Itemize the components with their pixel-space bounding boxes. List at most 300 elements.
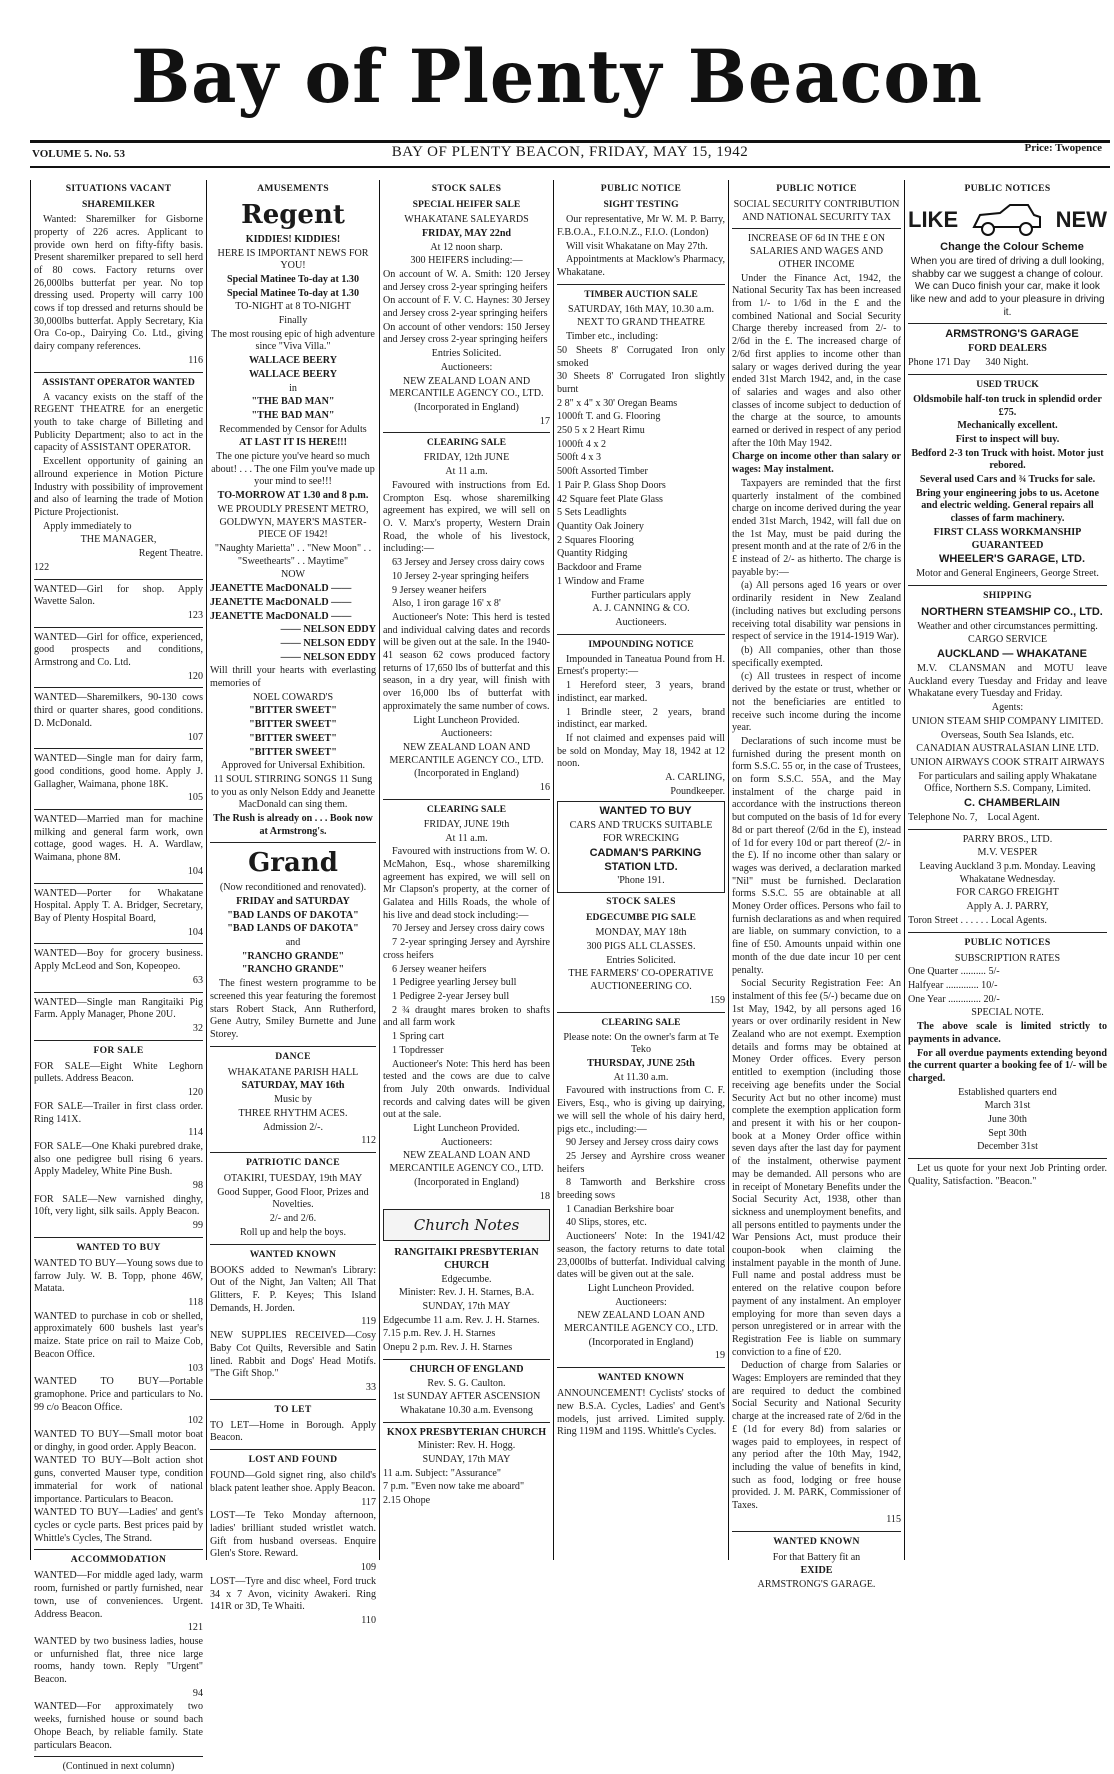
classified-ad: FOR SALE—Eight White Leghorn pullets. Address Beacon. [34,1060,203,1085]
issue-rule [30,166,1110,168]
ad-text: "RANCHO GRANDE" [241,964,345,976]
ad-text: Will thrill your hearts with everlasting memories of [210,665,376,690]
ad-text: At 11 a.m. [445,832,488,844]
ad-heading: Change the Colour Scheme [940,241,1084,254]
ad-text: Also, 1 iron garage 16' x 8' [392,598,501,610]
ad-text: UNION AIRWAYS COOK STRAIT AIRWAYS [910,756,1105,768]
rate-value: 5/- [988,966,1000,978]
ad-text: WE PROUDLY PRESENT METRO, GOLDWYN, MAYER'S MASTER-PIECE OF 1942! [217,503,369,541]
ad-heading: CLEARING SALE [601,1016,681,1028]
phone-day: Phone 171 Day [908,357,971,369]
ad-text: 7 p.m. "Even now take me aboard" [383,1481,525,1493]
ad-text: Auctioneers: [440,1136,493,1148]
ad-text: CARGO SERVICE [967,634,1048,646]
ad-text: NEW ZEALAND LOAN AND MERCANTILE AGENCY CO., LTD. [389,741,544,766]
ad-number: 17 [539,415,550,427]
ad-text: For particulars and sailing apply Whakatane Office, Northern S.S. Company, Limited. [918,770,1097,795]
ad-text: Bring your engineering jobs to us. Acetone and electric welding. General repairs all classes of farm machinery. [916,487,1099,525]
list-item: March 31st [984,1100,1031,1112]
ad-heading: WHEELER'S GARAGE, LTD. [938,553,1086,566]
notice-text: (c) All trustees in respect of income derived by the estate or trust, whether or not the beneficiaries are entitled to receive such income during the income year. [732,671,901,734]
ad-heading: CLEARING SALE [426,437,507,449]
ad-text: CARS AND TRUCKS SUITABLE FOR WRECKING [569,820,713,844]
ad-text: Auctioneers: [440,728,493,740]
ad-text: TO-NIGHT at 8 TO-NIGHT [235,301,351,313]
classified-ad: WANTED—Married man for machine milking and general farm work, own cottage, good wages. H. A. Wardlaw, Waimana, phone 8M. [34,814,203,864]
local-agent: Local Agent. [987,811,1040,823]
classified-ad: ANNOUNCEMENT! Cyclists' stocks of new B.S.A. Cycles, Ladies' and Gent's models, just arrived. Limited supply. Ring 119M and 119S. Whittle's Cycles. [557,1388,725,1438]
ad-text: At 11 a.m. [445,466,488,478]
list-item: 5 Sets Leadlights [557,507,627,519]
ad-text: The finest western programme to be screened this year featuring the foremost stars Robert Stack, Ann Rutherford, Gene Autry, Smiley Burnette and June Storey. [210,978,376,1040]
church-name: CHURCH OF ENGLAND [409,1363,524,1375]
classified-ad: NEW SUPPLIES RECEIVED—Cosy Baby Cot Quilts, Reversible and Satin lined. Rabbit and Dogs' Head Motifs. "The Gift Shop." [210,1330,376,1380]
column-4 [553,180,728,1560]
ad-text: ARMSTRONG'S GARAGE. [757,1578,876,1590]
ad-text: Light Luncheon Provided. [413,1123,520,1135]
ad-text: 1 Brindle steer, 2 years, brand indistinct, ear marked. [557,706,725,731]
ad-number: 98 [192,1180,203,1192]
column-2 [206,180,379,1626]
ad-text: SPECIAL NOTE. [971,1007,1044,1019]
ad-heading: TIMBER AUCTION SALE [584,288,698,300]
ad-text: —— NELSON EDDY [280,624,376,636]
classified-ad: WANTED—Sharemilkers, 90-130 cows third or quarter shares, good conditions. D. McDonald. [34,692,203,729]
ad-number: 121 [187,1622,203,1634]
ad-text: UNION STEAM SHIP COMPANY LIMITED. [911,715,1104,727]
classified-ad: FOUND—Gold signet ring, also child's black patent leather shoe. Apply Beacon. [210,1470,376,1494]
ad-number: 116 [188,354,203,366]
ad-number: 104 [187,926,203,938]
ad-text: Timber etc., including: [566,331,659,343]
volume-number: VOLUME 5. No. 53 [32,148,125,160]
list-item: 1 Pair P. Glass Shop Doors [557,479,666,491]
ad-text: Whakatane 10.30 a.m. Evensong [400,1404,533,1416]
ad-text: Good Supper, Good Floor, Prizes and Novelties. [217,1186,369,1211]
ad-text: 1 Pedigree yearling Jersey bull [392,977,517,989]
ad-heading: SHAREMILKER [81,199,156,211]
masthead-title: Bay of Plenty Beacon [130,32,984,121]
ad-text: 9 Jersey weaner heifers [392,584,487,596]
ad-text: If not claimed and expenses paid will be sold on Monday, May 18, 1942 at 12 noon. [557,732,725,770]
ad-text: Recommended by Censor for Adults [219,423,367,435]
section-heading: STOCK SALES [431,183,502,194]
list-item: 42 Square feet Plate Glass [557,493,663,505]
ad-heading: WANTED TO BUY [599,805,692,818]
ad-text: NOEL COWARD'S [252,691,334,703]
ad-text: Please note: On the owner's farm at Te Teko [563,1031,719,1056]
ad-number: 94 [192,1687,203,1699]
ad-text: Special Matinee To-day at 1.30 [226,287,360,299]
classified-ad: FOR SALE—New varnished dinghy, 10ft, very light, silk sails. Apply Beacon. [34,1193,203,1218]
classified-ad: WANTED to purchase in cob or shelled, approximately 600 bushels last year's maize. State price on rail to Maize Cob, Beacon Office. [34,1310,203,1360]
ad-text: Established quarters end [958,1086,1057,1098]
section-heading: FOR SALE [93,1044,144,1056]
ad-number: 159 [709,994,725,1006]
ad-text: 63 Jersey and Jersey cross dairy cows [392,557,545,569]
ad-number: 119 [361,1316,376,1328]
classified-ad: WANTED by two business ladies, house or unfurnished flat, three nice large rooms, handy town. Reply "Urgent" Beacon. [34,1635,203,1686]
rate-value: 20/- [983,993,1000,1005]
regent-logo: Regent [241,200,345,231]
notice-text: Social Security Registration Fee: An instalment of this fee (5/-) became due on 1st May, 1942, by all persons aged 16 years or over ordinarily resident in New Zealand who are not exempt. Exemption details and forms may be obtained at Money Order offices. Every person entitled to exemption (including those receiving age benefits under the Social Security Act but no other income) must complete the exemption application form and present it with his or her coupon-book at a Money Order office within seven days after the last day for payment of the instalment, otherwise payment may be demanded. All persons who are in receipt of Monetary Benefits under the Social Security Act, 1938, other than sickness and unemployment benefits, and all persons entitled to payments under the War Pensions Act, must produce their coupon-book when claiming the instalment payable in the month of June. Full name and postal address must be entered on the relative coupon before payment of any instalment. An employer employing for more than seven days a person unregistered or in arrear with the Registration Fee is liable on summary conviction to a fine of £20. [732,978,901,1358]
ad-number: 33 [365,1381,376,1393]
ad-text: Edgecumbe. [441,1273,492,1285]
ad-text: (Incorporated in England) [414,1176,519,1188]
ad-text: JEANETTE MacDONALD —— [210,583,352,595]
ad-text: The one picture you've heard so much about! . . . The one Film you've made up your mind to see!!! [211,451,375,488]
ad-text: SUNDAY, 17th MAY [422,1454,511,1466]
ad-text: FORD DEALERS [968,343,1047,355]
classified-ad: WANTED—Single man Rangitaiki Pig Farm. Apply Manager, Phone 20U. [34,996,203,1021]
ad-number: 123 [187,609,203,621]
ad-text: Bedford 2-3 ton Truck with hoist. Motor just rebored. [911,447,1104,472]
ad-text: NEXT TO GRAND THEATRE [577,317,705,329]
ad-text: FRIDAY, MAY 22nd [421,227,512,239]
ad-text: Overseas, South Sea Islands, etc. [940,729,1075,741]
ad-number: 32 [192,1022,203,1034]
ad-text: TO-MORROW AT 1.30 and 8 p.m. [217,490,369,502]
ad-text: On account of F. V. C. Haynes: 30 Jersey and Jersey cross 2-year springing heifers [383,295,550,320]
section-heading: DANCE [275,1050,311,1062]
ad-text: (Incorporated in England) [588,1336,694,1348]
notice-text: Charge on income other than salary or wages: May instalment. [732,451,901,476]
ad-heading: CADMAN'S PARKING STATION LTD. [589,846,702,873]
ad-text: 'Phone 191. [617,875,665,887]
ad-text: 300 PIGS ALL CLASSES. [586,940,696,952]
ad-text: Entries Solicited. [431,348,502,360]
ad-text: For that Battery fit an [772,1551,861,1563]
ad-text: OTAKIRI, TUESDAY, 19th MAY [223,1173,363,1185]
ad-number: 118 [188,1297,203,1309]
classified-ad: WANTED—Porter for Whakatane Hospital. Apply T. A. Bridger, Secretary, Bay of Plenty Hospital Board, [34,887,203,924]
ad-text: On account of other vendors: 150 Jersey and Jersey cross 2-year springing heifers [383,321,550,346]
ad-number: 103 [187,1362,203,1374]
ad-text: A vacancy exists on the staff of the REGENT THEATRE for an energetic youth to take charge of Billeting and Publicity Department; also to act in the capacity of ASSISTANT OPERATOR. [34,391,203,454]
section-heading: PUBLIC NOTICES [964,183,1051,194]
ad-number: 63 [192,974,203,986]
ad-text: 10 Jersey 2-year springing heifers [392,570,529,582]
ad-heading: CLEARING SALE [426,803,507,815]
ad-text: M.V. CLANSMAN and MOTU leave Auckland every Tuesday and Friday and leave Whakatane every Tuesday and Friday. [908,663,1107,700]
ad-text: "BITTER SWEET" [249,719,337,731]
ad-text: NEW ZEALAND LOAN AND MERCANTILE AGENCY CO., LTD. [389,375,544,400]
section-heading: WANTED TO BUY [76,1241,161,1253]
ad-heading: NORTHERN STEAMSHIP CO., LTD. [921,605,1103,618]
ad-text: FRIDAY, JUNE 19th [423,818,510,830]
notice-subtitle: INCREASE OF 6d IN THE £ ON SALARIES AND WAGES AND OTHER INCOME [747,233,886,270]
ad-text: Auctioneers' Note: In the 1941/42 season, the factory returns to date total 23,000lbs of butterfat. Individual calving dates will be given out at the sale. [557,1231,725,1281]
section-heading: PUBLIC NOTICE [600,183,682,194]
column-5 [728,180,904,1590]
list-item: December 31st [977,1141,1038,1153]
ad-number: 107 [187,731,203,743]
ad-number: 109 [360,1562,376,1574]
list-item: 2 8" x 4" x 30' Oregan Beams [557,397,678,409]
ad-text: Will visit Whakatane on May 27th. [566,240,708,252]
ad-text: HERE IS IMPORTANT NEWS FOR YOU! [217,247,369,272]
ad-heading: ARMSTRONG'S GARAGE [945,328,1079,341]
ad-number: 104 [187,865,203,877]
ad-text: Rev. S. G. Caulton. [427,1377,506,1389]
ad-text: 11 SOUL STIRRING SONGS 11 Sung to you as only Nelson Eddy and Jeanette MacDonald can sing them. [211,773,375,811]
ad-text: Several used Cars and ¾ Trucks for sale. [919,474,1096,486]
rate-label: Halfyear ............. [908,980,979,991]
ad-text: Favoured with instructions from Ed. Crompton Esq. whose sharemilking agreement has expired, we will sell on O. V. Marx's property, Western Drain Road, the whole of his livestock, including:— [383,479,550,555]
column-6 [904,180,1110,1560]
classified-ad: WANTED—For approximately two weeks, furnished house or sound bach Ohope Beach, by reliable family. State particulars Beacon. [34,1701,203,1751]
ad-text: Apply A. J. PARRY, [966,901,1049,913]
rate-label: One Year ............. [908,993,981,1005]
ad-text: Auctioneer's Note: This herd is tested and individual calving dates and records will be given out at the sale. In the 1940-41 season 62 cows produced factory returns of 17,650 lbs of butterfat and this season, in a dry year, will finish with over 16,000 lbs of butterfat with approximately the same number of cows. [383,611,550,712]
classified-ad: WANTED TO BUY—Portable gramophone. Price and particulars to No. 99 c/o Beacon Office. [34,1376,203,1413]
list-item: Quantity Oak Joinery [557,521,644,532]
ad-text: (Now reconditioned and renovated). [219,882,367,894]
classified-ad: WANTED TO BUY—Young sows due to farrow July. W. B. Topp, phone 46W, Matata. [34,1257,203,1295]
ad-text: "Naughty Marietta" . . "New Moon" . . "Sweethearts" . . Maytime" [214,543,372,567]
section-heading: AMUSEMENTS [257,183,329,194]
ad-number: 120 [187,1087,203,1099]
ad-heading: C. CHAMBERLAIN [964,797,1060,810]
section-heading: WANTED KNOWN [773,1535,860,1547]
telephone: Telephone No. 7, [908,811,978,823]
ad-number: 120 [187,670,203,682]
ad-text: 1 Topdresser [392,1044,444,1056]
ad-text: Admission 2/-. [262,1121,323,1133]
ad-text: NEW ZEALAND LOAN AND MERCANTILE AGENCY CO., LTD. [563,1310,719,1335]
list-item: June 30th [988,1114,1027,1126]
ad-text: SATURDAY, MAY 16th [241,1080,345,1092]
section-heading: WANTED KNOWN [249,1248,337,1260]
ad-text: Music by [274,1094,312,1106]
ad-text: JEANETTE MacDONALD —— [210,596,352,608]
ad-text: WHAKATANE PARISH HALL [227,1066,359,1078]
ad-text: Oldsmobile half-ton truck in splendid order £75. [913,393,1102,418]
ad-text: Minister: Rev. H. Hogg. [417,1440,516,1452]
list-item: 500ft Assorted Timber [557,466,648,478]
ad-text: Edgecumbe 11 a.m. Rev. J. H. Starnes. [383,1314,540,1326]
ad-text: At 12 noon sharp. [430,241,503,253]
list-item: 250 5 x 2 Heart Rimu [557,425,645,437]
ad-text: "BITTER SWEET" [249,746,337,758]
ad-heading: USED TRUCK [976,378,1039,390]
car-icon [970,201,1044,239]
list-item: 2 Squares Flooring [557,534,634,546]
ad-text [908,812,1107,825]
ad-text: —— NELSON EDDY [280,651,376,663]
ad-text: Light Luncheon Provided. [587,1282,695,1294]
ad-text: Favoured with instructions from C. F. Eivers, Esq., who is giving up dairying, we will sell the whole of his dairy herd, pigs etc., including:— [557,1085,725,1135]
ad-text: "THE BAD MAN" [251,396,335,408]
classified-ad: BOOKS added to Newman's Library: Out of the Night, Jan Valten; All That Glitters, F. P. Keyes; This Island Demands, H. Jorden. [210,1264,376,1314]
ad-text: When you are tired of driving a dull looking, shabby car we suggest a change of colour. We can Duco finish your car, make it look like new and add to your pleasure in driving it. [910,255,1105,318]
ad-text: A. CARLING, [665,772,725,784]
classified-ad: FOR SALE—Trailer in first class order. Ring 141X. [34,1100,203,1125]
price: Price: Twopence [1024,142,1102,154]
logo-word: NEW [1055,207,1107,233]
ad-number: 18 [539,1190,550,1202]
like-new-logo [908,201,1107,239]
section-heading: ACCOMMODATION [70,1554,167,1566]
section-heading: PATRIOTIC DANCE [246,1156,340,1168]
ad-text: 11 a.m. Subject: "Assurance" [383,1467,502,1479]
ad-text: "THE BAD MAN" [251,409,335,421]
ad-text: THURSDAY, JUNE 25th [587,1057,695,1069]
column-1 [30,180,206,1773]
ad-text: Regent Theatre. [138,548,203,560]
list-item: 1000ft T. and G. Flooring [557,411,661,423]
list-item: 40 Slips, stores, etc. [566,1217,647,1229]
classified-ad: WANTED TO BUY—Small motor boat or dinghy, in good order. Apply Beacon. [34,1429,203,1453]
ad-text: Agents: [991,702,1024,714]
ad-text: "BITTER SWEET" [249,732,337,744]
ad-number: 19 [714,1350,725,1362]
ad-heading: IMPOUNDING NOTICE [588,638,694,650]
ad-text: On account of W. A. Smith: 120 Jersey and Jersey cross 2-year springing heifers [383,268,550,293]
notice-text: (a) All persons aged 16 years or over ordinarily resident in New Zealand (including natives but excluding persons receiving total disability war pensions in respect of service in the 1914-1919 War). [732,580,901,643]
list-item: Sept 30th [988,1127,1027,1139]
ad-text: MONDAY, MAY 18th [595,927,687,939]
ad-text: 2 ¾ draught mares broken to shafts and all farm work [383,1004,550,1029]
ad-text: Let us quote for your next Job Printing order. Quality, Satisfaction. "Beacon." [908,1163,1107,1187]
rate-row [908,980,1107,993]
ad-text: Auctioneers: [615,1296,667,1308]
ad-text: A. J. CANNING & CO. [592,603,690,615]
ad-text: Apply immediately to [43,520,132,532]
classified-ad: WANTED TO BUY—Ladies' and gent's cycles or cycle parts. Best prices paid by Whittle's Cycles, The Strand. [34,1507,203,1544]
ad-text: Our representative, Mr W. M. P. Barry, F.B.O.A., F.I.O.N.Z., F.I.O. (London) [557,214,725,238]
ad-text: At 11.30 a.m. [613,1071,669,1083]
ad-text: Finally [278,315,308,327]
ad-number: 110 [361,1614,376,1626]
ad-text: Motor and General Engineers, George Street. [916,568,1099,580]
ad-text: SUBSCRIPTION RATES [954,952,1061,964]
notice-text: Declarations of such income must be furnished during the present month on form S.S.C. 55 or, in the case of Trustees, on form S.S.C. 55A, and the May instalment of the charge paid in accordance with the instructions thereon but computed on the basis of 1d for every 8d or part thereof (2/6d in the £), instead of 1d for every 10d or part thereof (2/- in the £). If no income other than salary or wages was derived, a declaration marked "Nil" must be furnished. Declaration forms S.S.C. 55 are obtainable at all Money Order offices. Persons who fail to furnish declarations as and when required are liable, on summary conviction, to a fine of £50. Amounts unpaid within one month of the due date incur 10 per cent penalty. [732,735,901,976]
cadmans-ad [557,801,725,893]
ad-heading: ASSISTANT OPERATOR WANTED [42,376,195,388]
ad-text: NEW ZEALAND LOAN AND MERCANTILE AGENCY CO., LTD. [389,1150,544,1175]
ad-text: WALLACE BEERY [249,355,337,367]
ad-text: KIDDIES! KIDDIES! [245,233,341,245]
ad-text: Appointments at Macklow's Pharmacy, Whakatane. [557,254,725,278]
section-heading: TO LET [274,1403,312,1415]
ad-number: 112 [361,1135,376,1147]
notice-text: (b) All companies, other than those specifically exempted. [732,644,901,669]
ad-number: 105 [187,792,203,804]
ad-text: Approved for Universal Exhibition. [220,760,366,772]
list-item: 500ft 4 x 3 [557,452,602,464]
list-item: Backdoor and Frame [557,562,642,574]
ad-text: FIRST CLASS WORKMANSHIP GUARANTEED [933,526,1082,551]
classified-ad: LOST—Te Teko Monday afternoon, ladies' brilliant studed wristlet watch. Gift from husband overseas. Enquire Glen's Store. Reward. [210,1510,376,1560]
ad-text: in [289,382,297,394]
ad-text: Excellent opportunity of gaining an allround experience in Motion Picture Industry with possibility of improvement and also of learning the trade of Motion Picture Projectionist. [34,456,203,518]
ad-text: "BITTER SWEET" [249,705,337,717]
list-item: Quantity Ridging [557,548,628,560]
ad-text: 1 Hereford steer, 3 years, brand indistinct, ear marked. [557,680,725,704]
ad-text: THE FARMERS' CO-OPERATIVE AUCTIONEERING CO. [568,968,714,993]
ad-text: AT LAST IT IS HERE!!! [238,437,348,449]
ad-text: SUNDAY, 17th MAY [422,1301,511,1313]
ad-text: 2/- and 2/6. [269,1213,317,1225]
church-name: KNOX PRESBYTERIAN CHURCH [386,1426,547,1438]
ad-heading: AUCKLAND — WHAKATANE [937,648,1087,661]
ad-text: CANADIAN AUSTRALASIAN LINE LTD. [916,743,1099,755]
ad-text: The Rush is already on . . . Book now at Armstrong's. [213,813,373,837]
ad-text: "BAD LANDS OF DAKOTA" [227,909,359,921]
ad-text: Further particulars apply [591,589,691,601]
ad-text: (Incorporated in England) [414,402,519,413]
date-line: BAY OF PLENTY BEACON, FRIDAY, MAY 15, 1942 [391,144,749,160]
church-notes-logo: Church Notes [383,1209,550,1241]
list-item: 25 Jersey and Ayrshire cross weaner heifers [557,1150,725,1175]
ad-text: The most rousing epic of high adventure since "Viva Villa." [211,328,375,353]
ad-text: FRIDAY and SATURDAY [236,895,350,907]
ad-text: THE MANAGER, [80,534,157,546]
section-heading: SHIPPING [983,589,1032,601]
ad-text: Mechanically excellent. [957,420,1058,432]
notice-text: Taxpayers are reminded that the first quarterly instalment of the combined charge on income derived during the year ended 31st March, 1942, will fall due on the 1st May, must be paid during the present month and at the rate of 2/6 in the £ instead of 2/- as hitherto. The charge is payable by:— [732,477,901,578]
section-heading: LOST AND FOUND [248,1454,338,1466]
list-item: 1 Canadian Berkshire boar [566,1203,674,1215]
ad-text: Toron Street . . . . . . Local Agents. [908,914,1047,926]
ad-text: 300 HEIFERS including:— [410,255,523,267]
ad-number: 102 [187,1415,203,1427]
rate-label: One Quarter .......... [908,966,986,978]
ad-text: FRIDAY, 12th JUNE [423,452,510,464]
ad-text: WHAKATANE SALEYARDS [404,214,529,226]
ad-text [908,357,1107,370]
ad-text: (Incorporated in England) [414,768,519,780]
ad-text: Poundkeeper. [670,785,725,797]
ad-text: 2.15 Ohope [383,1495,431,1507]
ad-text: Light Luncheon Provided. [413,714,520,726]
ad-text: "RANCHO GRANDE" [241,950,345,962]
section-heading: WANTED KNOWN [597,1372,685,1384]
ad-text: Roll up and help the boys. [240,1226,346,1238]
rate-row [908,994,1107,1007]
ad-text: First to inspect will buy. [955,433,1060,445]
ad-text: WALLACE BEERY [249,368,337,380]
notice-title: SOCIAL SECURITY CONTRIBUTION AND NATIONAL SECURITY TAX [733,199,900,223]
ad-text: Impounded in Taneatua Pound from H. Ernest's property:— [557,653,725,678]
section-heading: PUBLIC NOTICES [964,936,1051,948]
ad-text: Entries Solicited. [606,954,676,966]
ad-number: 117 [361,1496,376,1508]
ad-text: Weather and other circumstances permitting. [917,620,1098,632]
ad-text: 1 Spring cart [392,1031,445,1043]
section-heading: PUBLIC NOTICE [776,183,857,194]
ad-text: Auctioneers. [615,616,667,628]
ad-text: The above scale is limited strictly to payments in advance. [908,1021,1107,1045]
ad-text: THREE RHYTHM ACES. [238,1107,348,1119]
ad-text: SATURDAY, 16th MAY, 10.30 a.m. [567,303,715,315]
ad-text: 7 2-year springing Jersey and Ayrshire cross heifers [383,937,550,961]
logo-word: LIKE [908,207,959,233]
section-heading: SITUATIONS VACANT [65,183,172,194]
list-item: 50 Sheets 8' Corrugated Iron only smoked [557,344,725,369]
classified-ad: WANTED—Girl for office, experienced, good prospects and conditions, Armstrong and Co. Ltd. [34,631,203,669]
notice-text: Under the Finance Act, 1942, the National Security Tax has been increased from 1/- to 1/6d in the £ and the combined National and Social Security Charge thereby increased from 2/- to 2/6d in the £. The increased charge of 2/6d first applies to income other than salary or wages derived during the year ended 31st March 1942, and, in the case of salaries and wages and also other classes of income subject to deduction of the charge at the source, to amounts earned or derived in respect of any period after the 10th May 1942. [732,272,901,449]
list-item: 8 Tamworth and Berkshire cross breeding sows [557,1177,725,1202]
classified-ad: WANTED TO BUY—Bolt action shot guns, converted Mauser type, condition immaterial for work of national importance. Particulars to Beacon. [34,1455,203,1505]
classified-ad: WANTED—Single man for dairy farm, good conditions, good home. Apply J. Gallagher, Waimana, phone 18K. [34,753,203,790]
ad-text: Wanted: Sharemilker for Gisborne property of 226 acres. Applicant to provide own herd on fifty-fifty basis. Present sharemilker prepared to sell herd of 80 cows. Factory returns over 26,000lbs butterfat per year. No top dressing used. Property will carry 100 cows if top dressed and returns should be 30,000lbs butterfat. Apply Secretary, Kia Ora Co-op., Dairying Co. Ltd., giving dairy company references. [34,214,203,353]
column-3 [379,180,553,1560]
ad-number: 114 [188,1127,203,1139]
ad-text: JEANETTE MacDONALD —— [210,610,352,622]
ad-text: M.V. VESPER [977,847,1038,859]
